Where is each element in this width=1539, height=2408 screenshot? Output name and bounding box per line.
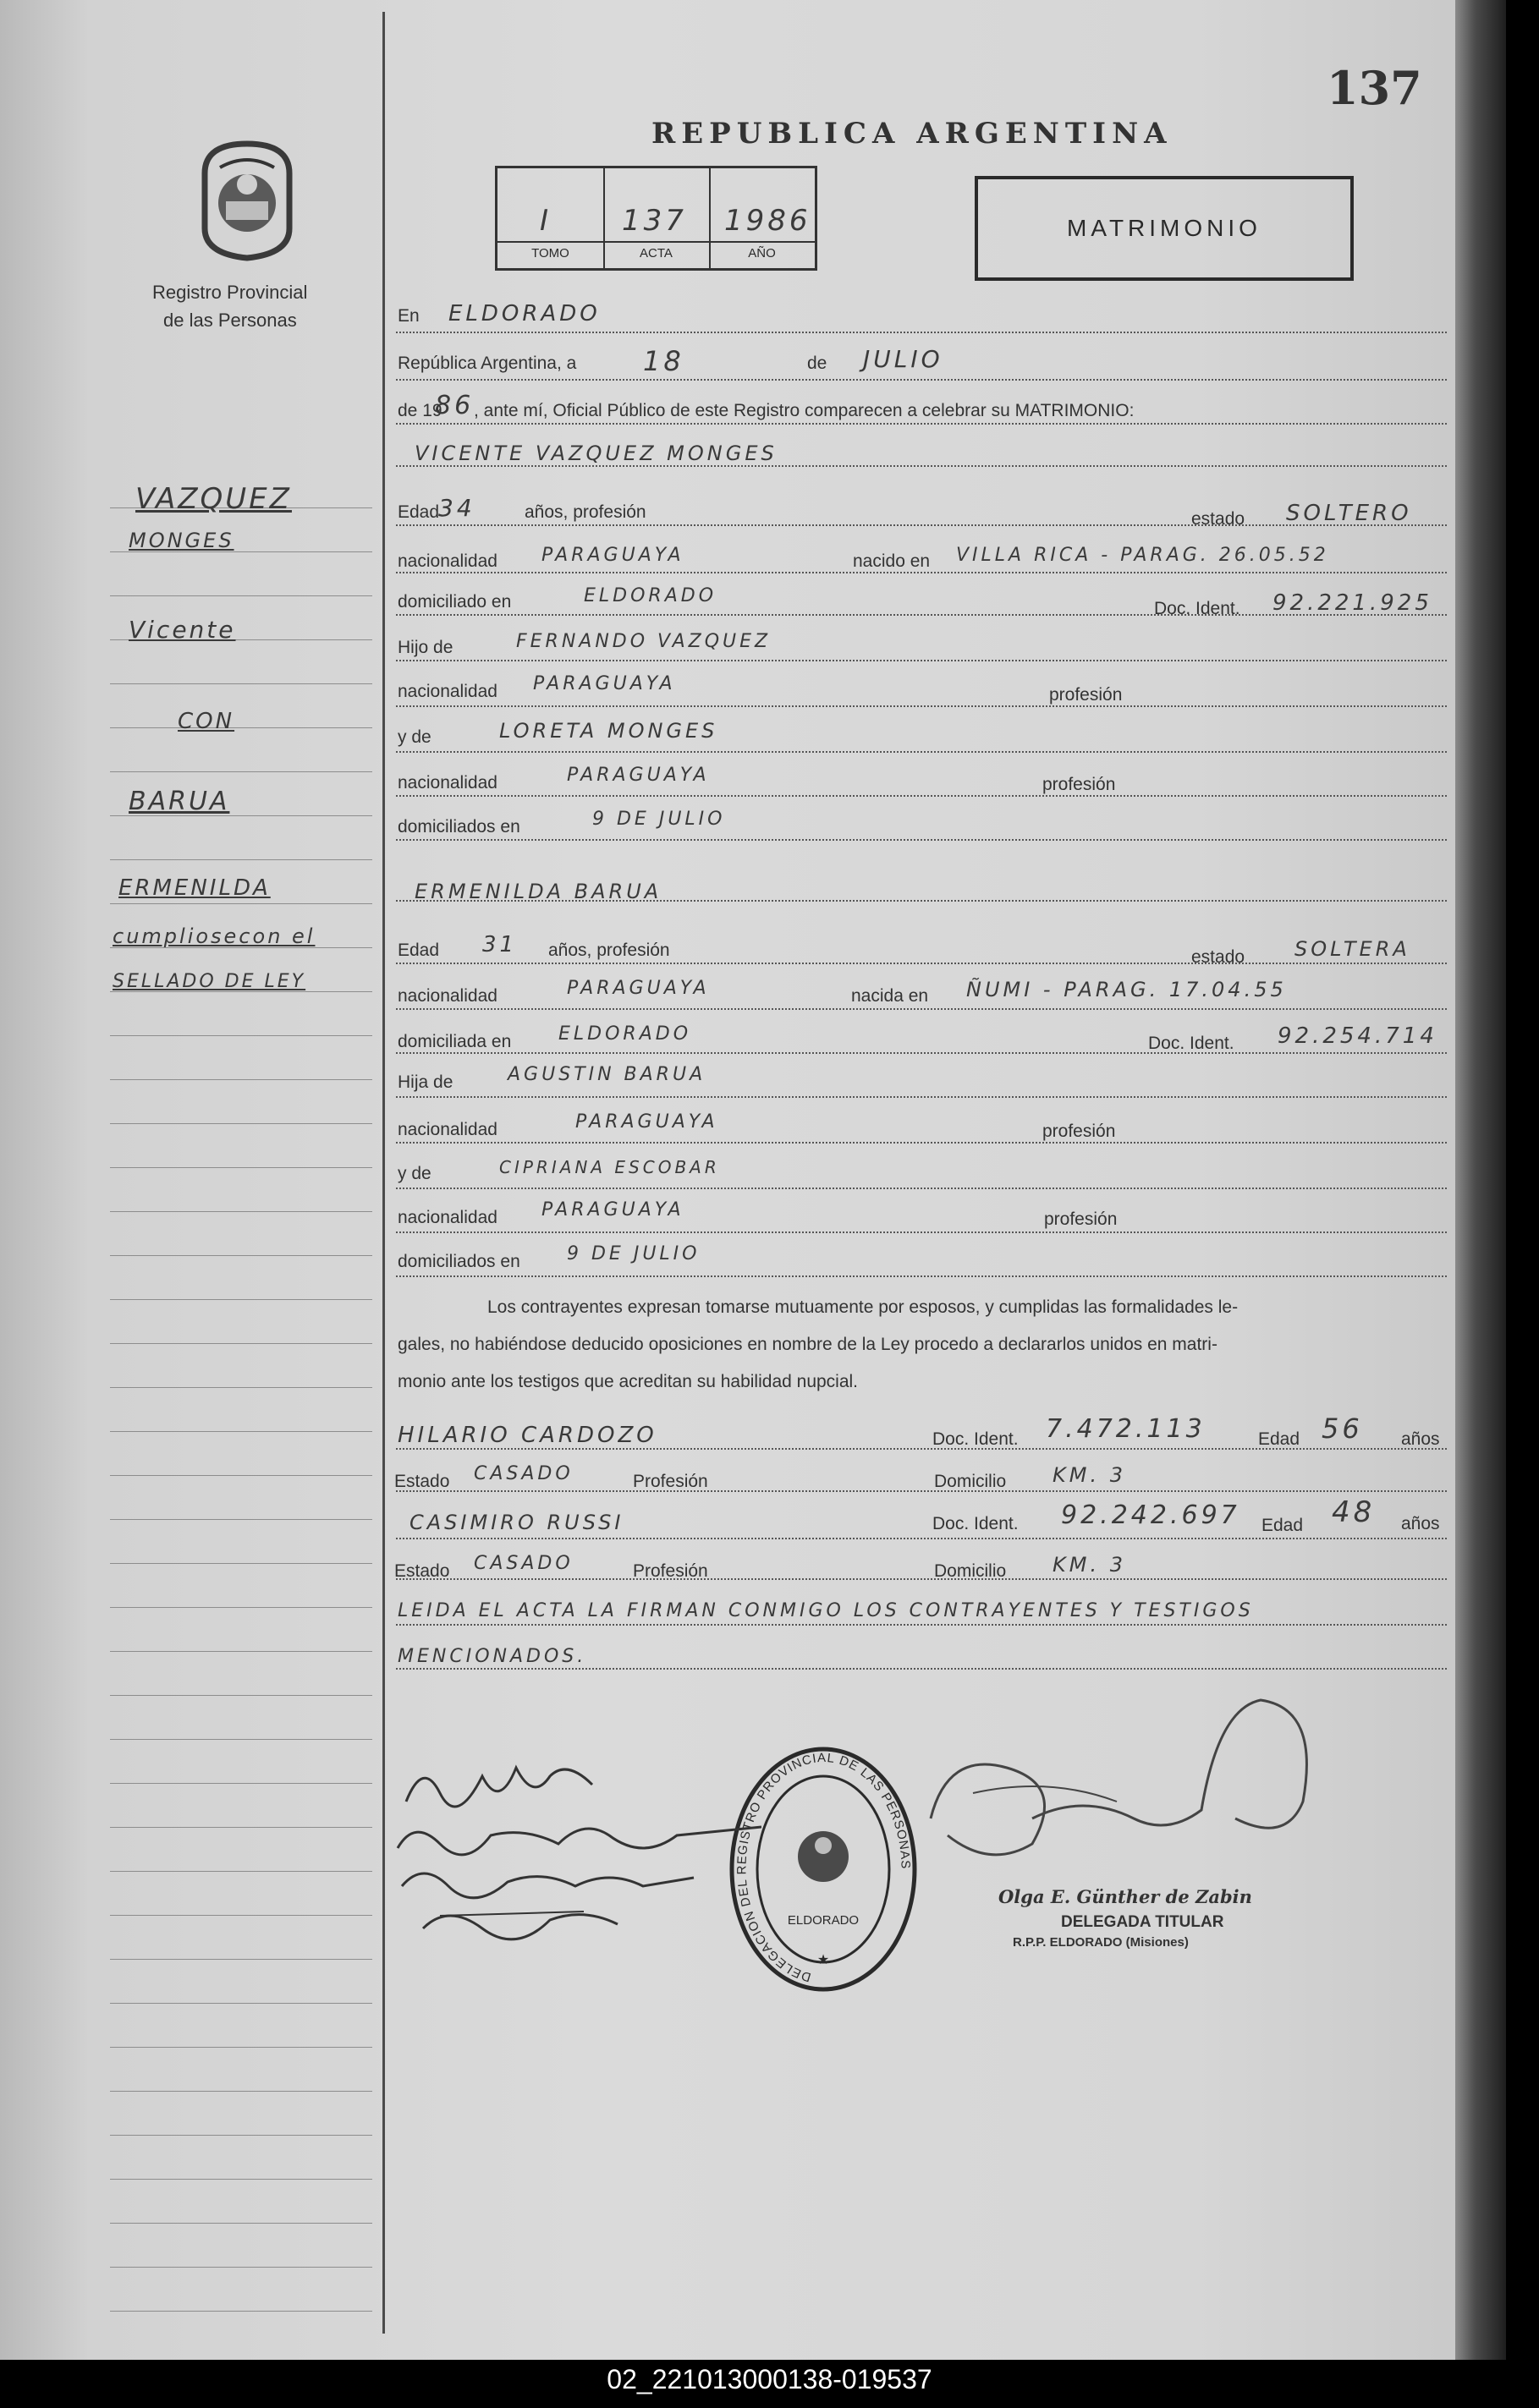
- svg-text:★: ★: [816, 1953, 830, 1967]
- ruling-line: [110, 1211, 372, 1212]
- witnesses-0-doc: 7.472.113: [1046, 1414, 1206, 1444]
- form-line: [396, 1538, 1447, 1539]
- bride-madre: CIPRIANA ESCOBAR: [499, 1157, 720, 1177]
- witnesses-1-estado_label: Estado: [394, 1561, 450, 1581]
- groom-madre_nac: PARAGUAYA: [567, 765, 710, 786]
- form-line: [396, 332, 1447, 333]
- intro-statement: , ante mí, Oficial Público de este Registro comparecen a celebrar su MATRIMONIO:: [474, 401, 1135, 420]
- witnesses-1-doc_label: Doc. Ident.: [932, 1514, 1019, 1533]
- tomo-label: TOMO: [497, 241, 603, 261]
- intro-year_prefix: de 19: [398, 401, 442, 420]
- ruling-line: [110, 1695, 372, 1696]
- ruling-line: [110, 1519, 372, 1520]
- ruling-line: [110, 903, 372, 904]
- bride-madre_prof_label: profesión: [1044, 1209, 1118, 1229]
- declaration-line1: Los contrayentes expresan tomarse mutuamente por esposos, y cumplidas las formalidades le-: [487, 1297, 1239, 1317]
- form-line: [396, 1231, 1447, 1233]
- form-line: [396, 1188, 1447, 1189]
- bride-padre_nac: PARAGUAYA: [575, 1111, 718, 1133]
- ruling-line: [110, 2091, 372, 2092]
- tomo-value: I: [540, 204, 552, 238]
- ruling-line: [110, 1123, 372, 1124]
- witnesses-0-name: HILARIO CARDOZO: [398, 1423, 657, 1448]
- declaration-line2: gales, no habiéndose deducido oposiciones en nombre de la Ley procedo a declararlos unidos en matri-: [398, 1335, 1217, 1354]
- margin-note: BARUA: [129, 787, 230, 816]
- ruling-line: [110, 1431, 372, 1432]
- form-line: [396, 1668, 1447, 1670]
- form-line: [396, 465, 1447, 467]
- ruling-line: [110, 2267, 372, 2268]
- bride-anos_profesion: años, profesión: [548, 941, 670, 960]
- groom-padre_nac_label: nacionalidad: [398, 682, 497, 701]
- intro-day: 18: [643, 345, 684, 377]
- intro-month: JULIO: [863, 345, 943, 373]
- bride-hija_label: Hija de: [398, 1072, 453, 1092]
- margin-note: SELLADO DE LEY: [113, 971, 306, 992]
- ruling-line: [110, 1299, 372, 1300]
- groom-doc: 92.221.925: [1272, 590, 1432, 616]
- witnesses-0-domicilio: KM. 3: [1053, 1463, 1126, 1487]
- closing-line2: MENCIONADOS.: [398, 1646, 587, 1667]
- closing-line1: LEIDA EL ACTA LA FIRMAN CONMIGO LOS CONTRAYENTES Y TESTIGOS: [398, 1600, 1254, 1621]
- ruling-line: [110, 2311, 372, 2312]
- margin-divider: [382, 12, 385, 2334]
- form-line: [396, 1490, 1447, 1492]
- bride-estado: SOLTERA: [1294, 937, 1410, 961]
- groom-yde_label: y de: [398, 727, 431, 747]
- witnesses-1-doc: 92.242.697: [1061, 1500, 1240, 1530]
- groom-edad: 34: [438, 494, 475, 522]
- bride-padre_prof_label: profesión: [1042, 1122, 1116, 1141]
- witnesses-0-edad_label: Edad: [1258, 1429, 1300, 1449]
- ruling-line: [110, 1343, 372, 1344]
- witnesses-0-doc_label: Doc. Ident.: [932, 1429, 1019, 1449]
- groom-full_name: VICENTE VAZQUEZ MONGES: [415, 442, 778, 465]
- official-title: DELEGADA TITULAR: [1061, 1913, 1224, 1931]
- bride-madre_nac: PARAGUAYA: [541, 1199, 684, 1220]
- groom-nacionalidad: PARAGUAYA: [541, 545, 684, 566]
- form-line: [396, 1142, 1447, 1144]
- bride-edad: 31: [482, 932, 518, 957]
- acta-label: ACTA: [603, 241, 709, 261]
- ruling-line: [110, 1959, 372, 1960]
- groom-estado_label: estado: [1191, 509, 1245, 529]
- registry-name-2: de las Personas: [163, 310, 297, 331]
- ruling-line: [110, 1035, 372, 1036]
- witnesses-1-domicilio: KM. 3: [1053, 1553, 1126, 1577]
- groom-padre_prof_label: profesión: [1049, 685, 1123, 705]
- image-id: 02_221013000138-019537: [607, 2364, 932, 2394]
- bride-full_name: ERMENILDA BARUA: [415, 880, 662, 903]
- ruling-line: [110, 727, 372, 728]
- ruling-line: [110, 2135, 372, 2136]
- bride-yde_label: y de: [398, 1164, 431, 1183]
- margin-note: cumpliosecon el: [113, 924, 316, 948]
- official-office: R.P.P. ELDORADO (Misiones): [1013, 1935, 1189, 1950]
- bride-doc_label: Doc. Ident.: [1148, 1034, 1234, 1053]
- bride-edad_label: Edad: [398, 941, 440, 960]
- doc-type-label: MATRIMONIO: [1067, 215, 1261, 241]
- groom-nacido_label: nacido en: [853, 551, 931, 571]
- groom-estado: SOLTERO: [1286, 501, 1412, 526]
- bride-padre: AGUSTIN BARUA: [508, 1064, 706, 1085]
- ruling-line: [110, 1607, 372, 1608]
- doc-type-box: [975, 176, 1354, 281]
- margin-note: MONGES: [129, 529, 234, 552]
- ruling-line: [110, 1475, 372, 1476]
- groom-anos_profesion: años, profesión: [525, 502, 646, 522]
- ruling-line: [110, 1387, 372, 1388]
- groom-nacido_en: VILLA RICA - PARAG. 26.05.52: [956, 545, 1329, 566]
- groom-dom_label: domiciliado en: [398, 592, 512, 612]
- ruling-line: [110, 1783, 372, 1784]
- form-line: [396, 379, 1447, 381]
- witnesses-0-edad: 56: [1322, 1412, 1363, 1445]
- stamp-center-text: ELDORADO: [787, 1913, 860, 1928]
- witnesses-1-edad: 48: [1332, 1495, 1376, 1529]
- form-line: [396, 572, 1447, 573]
- form-line: [396, 839, 1447, 841]
- form-line: [396, 1096, 1447, 1098]
- witnesses-0-prof_label: Profesión: [633, 1472, 708, 1491]
- form-line: [396, 1578, 1447, 1580]
- form-line: [396, 1448, 1447, 1450]
- witnesses-0-domicilio_label: Domicilio: [934, 1472, 1007, 1491]
- form-line: [396, 963, 1447, 964]
- ruling-line: [110, 2223, 372, 2224]
- form-line: [396, 1052, 1447, 1054]
- ruling-line: [110, 1255, 372, 1256]
- ruling-line: [110, 771, 372, 772]
- party-signatures: [389, 1742, 761, 1945]
- witnesses-0-estado_label: Estado: [394, 1472, 450, 1491]
- ano-label: AÑO: [709, 241, 815, 261]
- form-line: [396, 1275, 1447, 1277]
- groom-edad_label: Edad: [398, 502, 440, 522]
- form-line: [396, 524, 1447, 526]
- ano-value: 1986: [724, 204, 811, 238]
- groom-nac_label: nacionalidad: [398, 551, 497, 571]
- registry-name-1: Registro Provincial: [152, 282, 308, 303]
- bride-domicilio: ELDORADO: [558, 1023, 692, 1045]
- bride-padres_dom_label: domiciliados en: [398, 1252, 520, 1271]
- bride-padres_dom: 9 DE JULIO: [567, 1243, 701, 1264]
- ruling-line: [110, 595, 372, 596]
- intro-place: ELDORADO: [448, 301, 601, 326]
- groom-padre: FERNANDO VAZQUEZ: [516, 631, 772, 652]
- ruling-line: [110, 1651, 372, 1652]
- groom-madre_nac_label: nacionalidad: [398, 773, 497, 793]
- ruling-line: [110, 1739, 372, 1740]
- intro-republica_label: República Argentina, a: [398, 354, 577, 373]
- form-line: [396, 705, 1447, 707]
- official-signature: [897, 1675, 1337, 1878]
- groom-doc_label: Doc. Ident.: [1154, 599, 1240, 618]
- ruling-line: [110, 1827, 372, 1828]
- ruling-line: [110, 1079, 372, 1080]
- bride-dom_label: domiciliada en: [398, 1032, 512, 1051]
- bride-padre_nac_label: nacionalidad: [398, 1120, 497, 1139]
- witnesses-1-name: CASIMIRO RUSSI: [409, 1511, 624, 1534]
- margin-note: CON: [178, 709, 235, 734]
- ruling-line: [110, 683, 372, 684]
- volume-box: [495, 166, 817, 271]
- form-line: [396, 1624, 1447, 1626]
- ruling-line: [110, 859, 372, 860]
- bride-nacida_en: ÑUMI - PARAG. 17.04.55: [966, 978, 1287, 1001]
- bride-nacionalidad: PARAGUAYA: [567, 978, 710, 999]
- intro-de_label: de: [807, 354, 827, 373]
- stamp-arc-text: DELEGACION DEL REGISTRO PROVINCIAL DE LAS PERSONAS: [734, 1750, 913, 1985]
- groom-padres_dom: 9 DE JULIO: [592, 809, 726, 830]
- groom-padre_nac: PARAGUAYA: [533, 673, 676, 694]
- bride-madre_nac_label: nacionalidad: [398, 1208, 497, 1227]
- form-line: [396, 660, 1447, 661]
- ruling-line: [110, 2179, 372, 2180]
- bride-doc: 92.254.714: [1278, 1023, 1437, 1049]
- witnesses-1-edad_label: Edad: [1261, 1516, 1304, 1535]
- form-line: [396, 1008, 1447, 1010]
- witnesses-1-domicilio_label: Domicilio: [934, 1561, 1007, 1581]
- intro-year_suffix: 86: [435, 391, 475, 420]
- witnesses-0-anos: años: [1401, 1429, 1440, 1449]
- witnesses-1-anos: años: [1401, 1514, 1440, 1533]
- form-line: [396, 751, 1447, 753]
- country-title: REPUBLICA ARGENTINA: [651, 117, 1173, 151]
- form-line: [396, 614, 1447, 616]
- witnesses-1-prof_label: Profesión: [633, 1561, 708, 1581]
- provincial-seal-icon: [188, 135, 306, 262]
- margin-note: VAZQUEZ: [135, 482, 292, 516]
- groom-hijo_label: Hijo de: [398, 638, 453, 657]
- acta-value: 137: [622, 204, 687, 238]
- ruling-line: [110, 1871, 372, 1872]
- intro-en_label: En: [398, 306, 420, 326]
- ruling-line: [110, 2047, 372, 2048]
- official-signature-name: Olga E. Günther de Zabin: [998, 1886, 1252, 1907]
- ruling-line: [110, 1563, 372, 1564]
- margin-note: ERMENILDA: [118, 875, 271, 901]
- ruling-line: [110, 1915, 372, 1916]
- witnesses-0-estado: CASADO: [474, 1463, 574, 1484]
- groom-padres_dom_label: domiciliados en: [398, 817, 520, 836]
- bride-nacida_label: nacida en: [851, 986, 929, 1006]
- form-line: [396, 900, 1447, 902]
- witnesses-1-estado: CASADO: [474, 1553, 574, 1574]
- bride-estado_label: estado: [1191, 947, 1245, 967]
- bride-nac_label: nacionalidad: [398, 986, 497, 1006]
- form-line: [396, 795, 1447, 797]
- groom-madre_prof_label: profesión: [1042, 775, 1116, 794]
- book-binding: [1455, 0, 1506, 2360]
- ruling-line: [110, 2003, 372, 2004]
- ruling-line: [110, 1167, 372, 1168]
- groom-domicilio: ELDORADO: [584, 585, 717, 606]
- form-line: [396, 423, 1447, 425]
- margin-note: Vicente: [129, 616, 236, 644]
- page-number: 137: [1327, 61, 1422, 115]
- groom-madre: LORETA MONGES: [499, 719, 718, 743]
- declaration-line3: monio ante los testigos que acreditan su habilidad nupcial.: [398, 1372, 859, 1391]
